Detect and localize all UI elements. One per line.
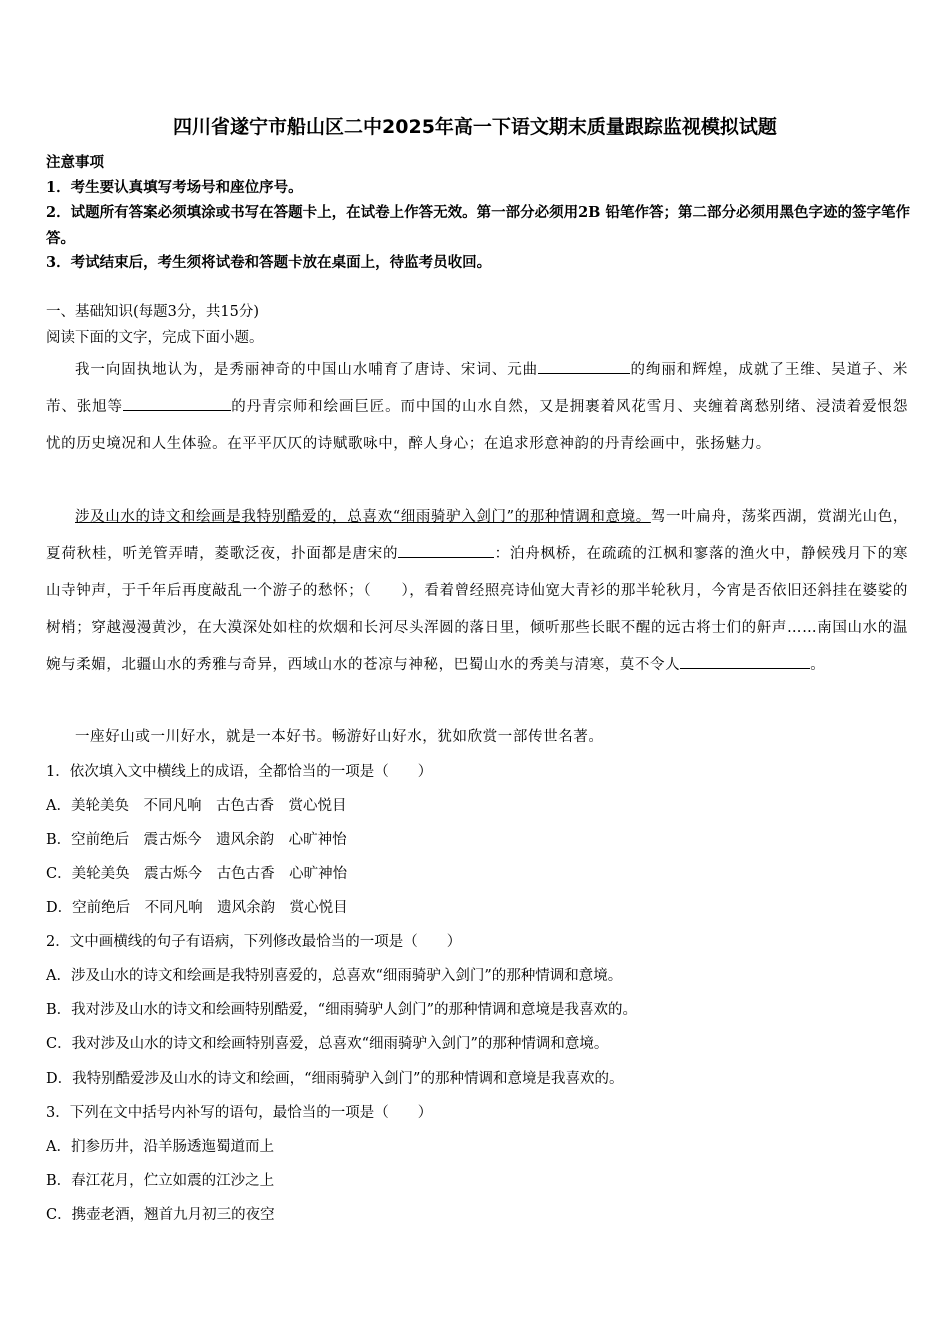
- answer-option: C．我对涉及山水的诗文和绘画特别喜爱，总喜欢“细雨骑驴入剑门”的那种情调和意境。: [46, 1036, 609, 1052]
- passage-paragraph-3: 一座好山或一川好水，就是一本好书。畅游好山好水，犹如欣赏一部传世名著。: [75, 729, 604, 745]
- answer-option: A．扪参历井，沿羊肠透迤蜀道而上: [46, 1139, 274, 1155]
- answer-option: B．春江花月，伫立如震的江沙之上: [46, 1173, 275, 1189]
- question-stem: 1．依次填入文中横线上的成语，全都恰当的一项是（ ）: [46, 764, 433, 780]
- fill-blank: [680, 654, 810, 669]
- passage-text: 。: [810, 657, 826, 673]
- passage-paragraph-1: [46, 352, 908, 463]
- passage-text: 的绚丽和辉煌，成就了王维、吴道子、米芾、张旭等: [46, 362, 908, 415]
- passage-text: 驾一叶扁舟，荡桨西湖，赏湖光山色，夏荷秋桂，听羌管弄晴，菱歌泛夜，扑面都是唐宋的: [46, 509, 908, 562]
- notice-item: 1．考生要认真填写考场号和座位序号。: [46, 179, 303, 196]
- passage-text: 的丹青宗师和绘画巨匠。而中国的山水自然，又是拥裹着风花雪月、夹缠着离愁别绪、浸渍着爱恨怨忧的历史境况和人生体验。在平平仄仄的诗赋歌咏中，醉人身心；在追求形意神韵的丹青绘画中，张扬魅力。: [46, 399, 909, 452]
- notice-item: 3．考试结束后，考生须将试卷和答题卡放在桌面上，待监考员收回。: [46, 254, 492, 271]
- answer-option: C．美轮美奂 震古烁今 古色古香 心旷神怡: [46, 866, 348, 882]
- answer-option: C．携壶老酒，翘首九月初三的夜空: [46, 1207, 275, 1223]
- notice-heading: 注意事项: [46, 154, 104, 171]
- question-stem: 2．文中画横线的句子有语病，下列修改最恰当的一项是（ ）: [46, 934, 462, 950]
- fill-blank: [538, 359, 630, 374]
- passage-paragraph-2: [46, 499, 908, 684]
- notice-item: 2．试题所有答案必须填涂或书写在答题卡上，在试卷上作答无效。第一部分必须用2B 铅笔作答；第二部分必须用黑色字迹的签字笔作答。: [46, 204, 910, 247]
- page-title: 四川省遂宁市船山区二中2025年高一下语文期末质量跟踪监视模拟试题: [173, 116, 777, 138]
- answer-option: B．我对涉及山水的诗文和绘画特别酷爱，“细雨骑驴人剑门”的那种情调和意境是我喜欢的。: [46, 1002, 637, 1018]
- answer-option: D．空前绝后 不同凡响 遗风余韵 赏心悦目: [46, 900, 348, 916]
- fill-blank: [398, 543, 494, 558]
- passage-text: 我一向固执地认为，是秀丽神奇的中国山水哺育了唐诗、宋词、元曲: [75, 362, 539, 378]
- section-heading: 一、基础知识(每题3分，共15分): [46, 304, 259, 320]
- fill-blank: [123, 396, 231, 411]
- section-intro: 阅读下面的文字，完成下面小题。: [46, 330, 264, 346]
- passage-text: ：泊舟枫桥，在疏疏的江枫和寥落的渔火中，静候残月下的寒山寺钟声，于千年后再度敲乱一个游子的愁怀；（ ），看着曾经照亮诗仙宽大青衫的那半轮秋月，今宵是否依旧还斜挂在婆娑的树梢；穿越漫漫黄沙，在大漠深处如柱的炊烟和长河尽头浑圆的落日里，倾听那些长眠不醒的远古将士们的鼾声……南国山水的温婉与柔媚，北疆山水的秀雅与奇异，西域山水的苍凉与神秘，巴蜀山水的秀美与清寒，莫不令人: [46, 546, 908, 673]
- answer-option: B．空前绝后 震古烁今 遗风余韵 心旷神怡: [46, 832, 347, 848]
- answer-option: A．美轮美奂 不同凡响 古色古香 赏心悦目: [46, 798, 347, 814]
- answer-option: A．涉及山水的诗文和绘画是我特别喜爱的，总喜欢“细雨骑驴入剑门”的那种情调和意境。: [46, 968, 623, 984]
- answer-option: D．我特别酷爱涉及山水的诗文和绘画，“细雨骑驴入剑门”的那种情调和意境是我喜欢的。: [46, 1071, 624, 1087]
- underlined-sentence: 涉及山水的诗文和绘画是我特别酷爱的，总喜欢“细雨骑驴入剑门”的那种情调和意境。: [75, 509, 651, 525]
- question-stem: 3．下列在文中括号内补写的语句，最恰当的一项是（ ）: [46, 1105, 433, 1121]
